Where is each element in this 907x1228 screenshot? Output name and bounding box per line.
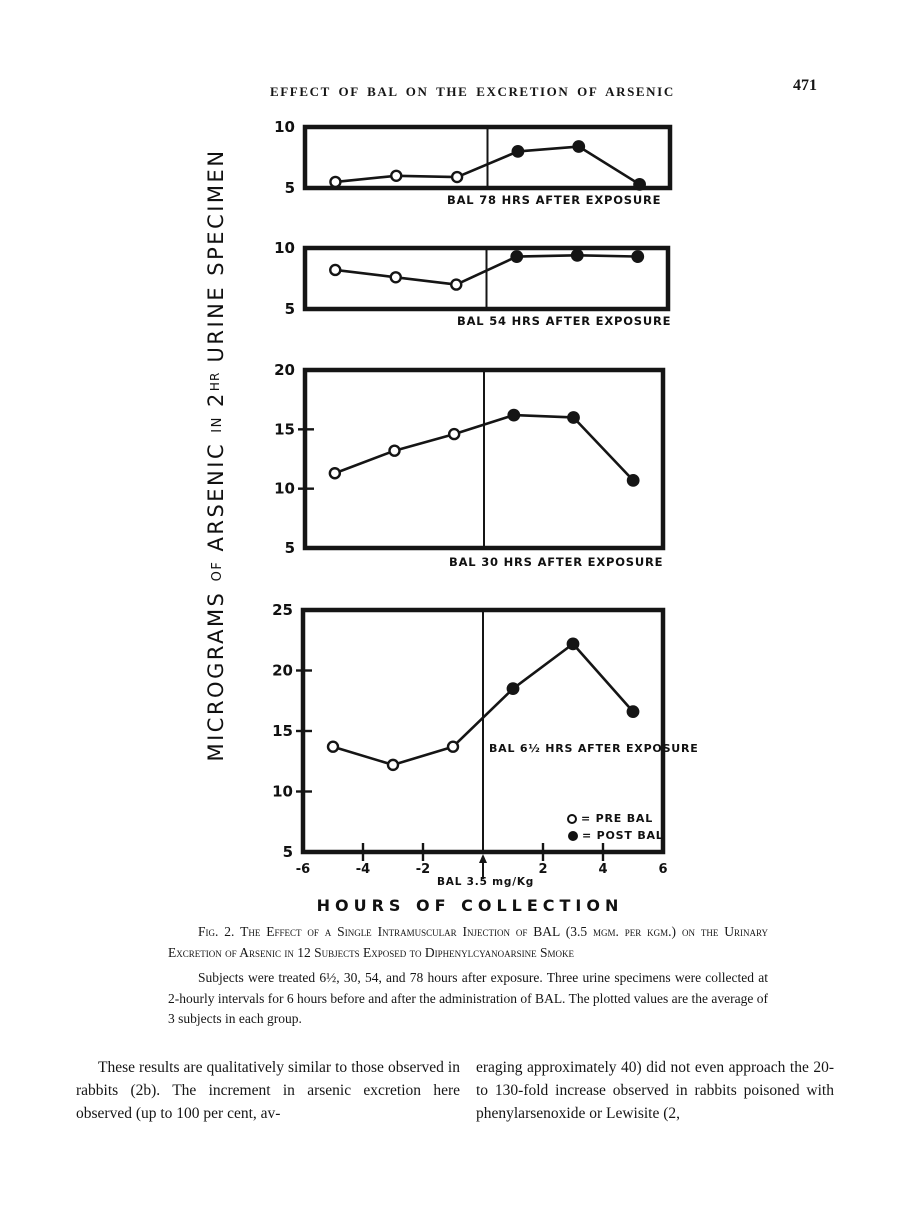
chart-6halfhrs-title: BAL 6½ HRS AFTER EXPOSURE	[489, 742, 699, 755]
y-axis-label	[204, 148, 228, 761]
chart-54hrs-title: BAL 54 HRS AFTER EXPOSURE	[457, 314, 672, 328]
y-axis-label-hr: HR	[208, 371, 222, 392]
svg-text:4: 4	[598, 862, 608, 877]
svg-text:15: 15	[274, 420, 295, 439]
svg-text:10: 10	[274, 118, 295, 136]
chart-78hrs-title: BAL 78 HRS AFTER EXPOSURE	[447, 193, 662, 207]
svg-text:10: 10	[274, 479, 295, 498]
body-text	[76, 1056, 834, 1125]
svg-text:10: 10	[274, 239, 295, 257]
body-text-right-column: eraging approximately 40) did not even approach the 20- to 130-fold increase observed in rabbits poisoned with phenylarsenoxide or Lewisite (2,	[476, 1059, 834, 1122]
body-text-left-column: These results are qualitatively similar to those observed in rabbits (2b). The increment in arsenic excretion here observed (up to 100 per cent, av-	[76, 1059, 460, 1122]
legend-pre-bal	[567, 812, 653, 825]
chart-30hrs-title: BAL 30 HRS AFTER EXPOSURE	[449, 555, 664, 569]
svg-text:20: 20	[274, 361, 295, 379]
svg-text:5: 5	[284, 539, 295, 557]
svg-text:25: 25	[272, 601, 293, 619]
legend-post-bal-label: = POST BAL	[582, 829, 664, 842]
filled-circle-icon	[568, 831, 578, 841]
chart-30hrs-canvas	[262, 361, 682, 561]
svg-text:-4: -4	[355, 862, 371, 877]
running-head-title: EFFECT OF BAL ON THE EXCRETION OF ARSENIC	[270, 84, 675, 99]
y-axis-label-arsenic: ARSENIC	[204, 441, 228, 552]
injection-annotation: BAL 3.5 mg/Kg	[437, 876, 535, 888]
figure-caption	[168, 922, 768, 1030]
legend-pre-bal-label: = PRE BAL	[581, 812, 654, 825]
x-axis-title: HOURS OF COLLECTION	[316, 896, 624, 915]
svg-text:5: 5	[282, 843, 293, 861]
svg-text:20: 20	[272, 661, 293, 680]
y-axis-label-urine-specimen: URINE SPECIMEN	[204, 148, 228, 363]
y-axis-label-in: IN	[210, 416, 225, 433]
figure-caption-heading: Fig. 2. The Effect of a Single Intramuscular Injection of BAL (3.5 mgm. per kgm.) on the Urinary Excretion of Arsenic in 12 Subjects Exposed to Diphenylcyanoarsine Smoke	[168, 924, 768, 960]
svg-text:-6: -6	[295, 862, 311, 877]
svg-text:-2: -2	[415, 862, 431, 877]
legend-post-bal	[568, 829, 664, 842]
svg-text:5: 5	[284, 300, 295, 318]
svg-text:15: 15	[272, 722, 293, 740]
svg-text:6: 6	[658, 862, 668, 877]
svg-text:10: 10	[272, 782, 293, 801]
y-axis-label-micrograms: MICROGRAMS	[204, 590, 228, 762]
open-circle-icon	[567, 814, 577, 824]
page-number: 471	[793, 77, 817, 94]
svg-text:2: 2	[538, 862, 548, 877]
figure-caption-detail: Subjects were treated 6½, 30, 54, and 78 hours after exposure. Three urine specimens were collected at 2-hourly intervals for 6 hours before and after the administration of BAL. The plotted values are the average of 3 subjects in each group.	[168, 970, 768, 1026]
chart-30hrs	[262, 361, 682, 561]
y-axis-label-two: 2	[204, 391, 228, 407]
y-axis-label-of: OF	[210, 560, 225, 582]
svg-text:5: 5	[284, 179, 295, 197]
